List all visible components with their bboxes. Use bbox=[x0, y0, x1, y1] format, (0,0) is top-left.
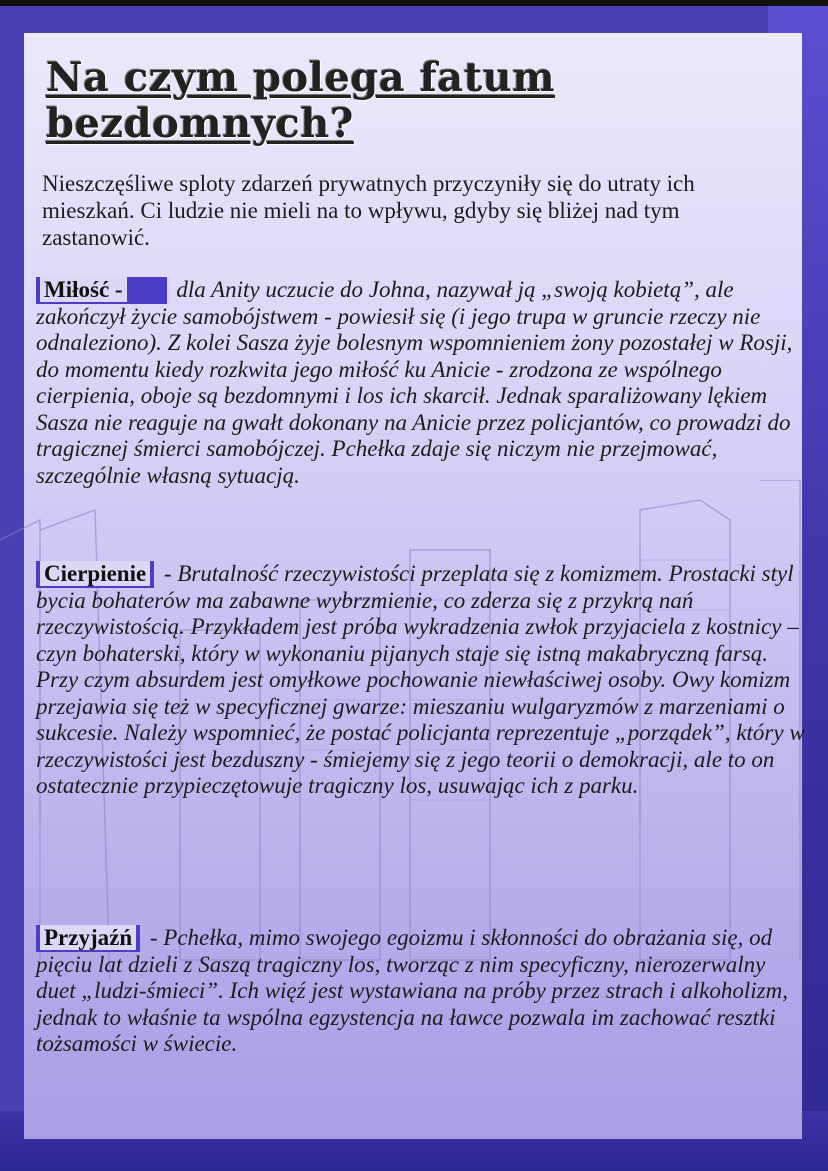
section-label-love: Miłość - bbox=[36, 277, 167, 304]
section-text-love: dla Anity uczucie do Johna, nazywał ją „swoją kobietą”, ale zakończył życie samobójstwem - powiesił się (i jego trupa w gruncie rzeczy nie odnaleziono). Z kolei Sasza żyje bolesnym wspomnieniem żony pozostałej w Rosji, do momentu kiedy rozkwita jego miłość ku Anicie - zrodzona ze wspólnego cierpienia, oboje są bezdomnymi i los ich skarcił. Jednak sparaliżowany lękiem Sasza nie reaguje na gwałt dokonany na Anicie przez policjantów, co prowadzi do tragicznej śmierci samobójczej. Pchełka zdaje się niczym nie przejmować, szczególnie własną sytuacją. bbox=[36, 277, 793, 488]
section-friendship bbox=[36, 925, 806, 1058]
section-label-friendship: Przyjaźń bbox=[36, 925, 140, 952]
top-border bbox=[0, 0, 828, 6]
page-title: Na czym polega fatum bezdomnych? bbox=[46, 54, 556, 147]
intro-paragraph: Nieszczęśliwe sploty zdarzeń prywatnych przyczyniły się do utraty ich mieszkań. Ci ludzie nie mieli na to wpływu, gdyby się bliżej nad tym zastanowić. bbox=[42, 171, 695, 250]
section-suffering bbox=[36, 561, 806, 800]
section-love bbox=[36, 277, 806, 489]
section-label-suffering: Cierpienie bbox=[36, 561, 154, 588]
section-text-friendship: - Pchełka, mimo swojego egoizmu i skłonności do obrażania się, od pięciu lat dzieli z Saszą tragiczny los, tworząc z nim specyficzny, nierozerwalny duet „ludzi-śmieci”. Ich więź jest wystawiana na próby przez strach i alkoholizm, jednak to właśnie ta wspólna egzystencja na ławce pozwala im zachować resztki tożsamości w świecie. bbox=[36, 925, 788, 1056]
section-text-suffering: - Brutalność rzeczywistości przeplata się z komizmem. Prostacki styl bycia bohaterów ma zabawne wybrzmienie, co zderza się z przykrą nań rzeczywistością. Przykładem jest próba wykradzenia zwłok przyjaciela z kostnicy – czyn bohaterski, który w wykonaniu pijanych staje się istną makabryczną farsą. Przy czym absurdem jest omyłkowe pochowanie niewłaściwej osoby. Owy komizm przejawia się też w specyficznej gwarze: mieszaniu wulgaryzmów z marzeniami o sukcesie. Należy wspomnieć, że postać policjanta reprezentuje „porządek”, który w rzeczywistości jest bezduszny - śmiejemy się z jego teorii o demokracji, ale to on ostatecznie przypieczętowuje tragiczny los, usuwając ich z parku. bbox=[36, 561, 805, 798]
